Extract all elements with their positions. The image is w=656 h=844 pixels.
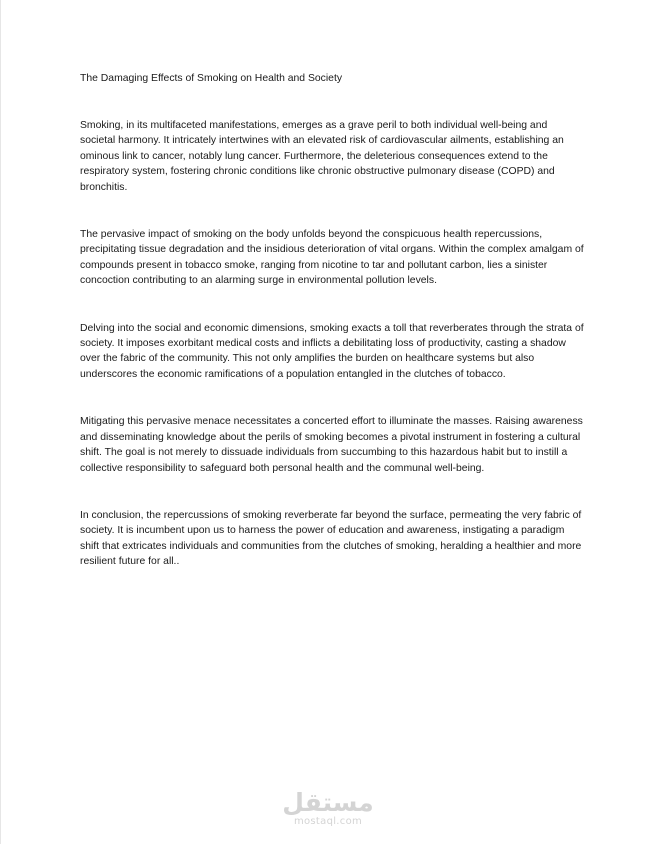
document-body: [80, 71, 585, 602]
paragraph-3: Delving into the social and economic dimensions, smoking exacts a toll that reverberates through the strata of society. It imposes exorbitant medical costs and inflicts a debilitating loss of productivity, casting a shadow over the fabric of the community. This not only amplifies the burden on healthcare systems but also underscores the economic ramifications of a population entangled in the clutches of tobacco.: [80, 322, 584, 380]
paragraph-5: In conclusion, the repercussions of smoking reverberate far beyond the surface, permeating the very fabric of society. It is incumbent upon us to harness the power of education and awareness, instigating a paradigm shift that extricates individuals and communities from the clutches of smoking, heralding a healthier and more resilient future for all..: [80, 509, 582, 568]
paragraph-4: Mitigating this pervasive menace necessitates a concerted effort to illuminate the masses. Raising awareness and disseminating knowledge about the perils of smoking becomes a pivotal instrument in fostering a cultural shift. The goal is not merely to dissuade individuals from succumbing to this hazardous habit but to instill a collective responsibility to safeguard both personal health and the communal well-being.: [80, 416, 583, 474]
watermark-arabic: مستقل: [282, 788, 374, 817]
paragraph-1: Smoking, in its multifaceted manifestations, emerges as a grave peril to both individual well-being and societal harmony. It intricately intertwines with an elevated risk of cardiovascular ailments, establishing an ominous link to cancer, notably lung cancer. Furthermore, the deleterious consequences extend to the respiratory system, fostering chronic conditions like chronic obstructive pulmonary disease (COPD) and bronchitis.: [80, 120, 564, 193]
watermark-latin: mostaql.com: [293, 816, 363, 827]
document-title: The Damaging Effects of Smoking on Health and Society: [80, 73, 343, 84]
paragraph-2: The pervasive impact of smoking on the body unfolds beyond the conspicuous health repercussions, precipitating tissue degradation and the insidious deterioration of vital organs. Within the complex amalgam of compounds present in tobacco smoke, ranging from nicotine to tar and pollutant carbon, lies a sinister concoction contributing to an alarming surge in environmental pollution levels.: [80, 229, 584, 287]
mostaql-watermark: [0, 790, 656, 828]
